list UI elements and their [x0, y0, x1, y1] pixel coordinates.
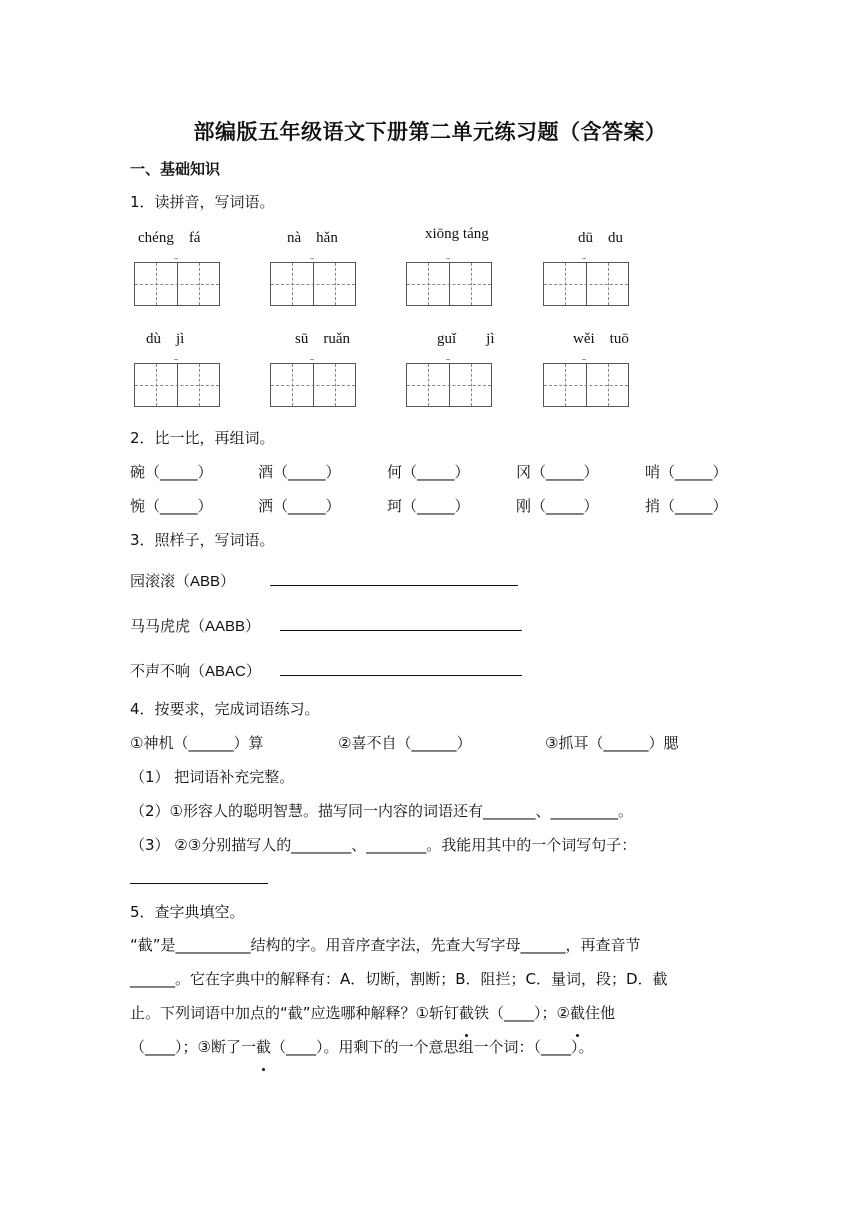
pattern-abac: 不声不响（ABAC） [130, 663, 261, 680]
compare-item: 惋（_____） [130, 497, 213, 515]
pinyin-7: guǐ jì [437, 331, 495, 347]
pinyin-1: chéng fá [138, 230, 201, 246]
emphasis-char: 截 [570, 996, 585, 1030]
answer-line[interactable] [270, 585, 518, 586]
compare-item: 捎（_____） [645, 497, 728, 515]
q4-sub-1: （1） 把词语补充完整。 [130, 768, 295, 786]
pattern-abb: 园滚滚（ABB） [130, 573, 236, 590]
compare-item: 何（_____） [387, 463, 470, 481]
compare-item: 碗（_____） [130, 463, 213, 481]
compare-item: 刚（_____） [516, 497, 599, 515]
question-3-label: 3．照样子，写词语。 [130, 531, 275, 549]
idiom-1: ①神机（______）算 [130, 734, 264, 752]
q4-sub-3: （3） ②③分别描写人的________、________。我能用其中的一个词写句子： [130, 836, 637, 854]
pinyin-6: sū ruǎn [295, 331, 350, 347]
compare-item: 冈（_____） [516, 463, 599, 481]
pinyin-4: dū du [578, 230, 624, 246]
answer-line[interactable] [280, 675, 522, 676]
writing-grid[interactable] [406, 363, 492, 407]
question-2-label: 2．比一比，再组词。 [130, 429, 275, 447]
writing-grid[interactable] [270, 363, 356, 407]
page-title: 部编版五年级语文下册第二单元练习题（含答案） [193, 120, 667, 144]
writing-grid[interactable] [406, 262, 492, 306]
writing-grid[interactable] [543, 363, 629, 407]
writing-grid[interactable] [543, 262, 629, 306]
section-heading-basic: 一、基础知识 [130, 160, 221, 178]
answer-line[interactable] [130, 883, 268, 884]
q4-sub-2: （2）①形容人的聪明智慧。描写同一内容的词语还有_______、_________。 [130, 802, 633, 820]
compare-item: 哨（_____） [645, 463, 728, 481]
idiom-3: ③抓耳（______）腮 [545, 734, 679, 752]
q5-line-4: （____）；③断了一截（____）。用剩下的一个意思组一个词：（____）。 [130, 1030, 730, 1064]
pinyin-3: xiōng táng [425, 226, 489, 242]
q5-line-2: ______。它在字典中的解释有：A．切断，割断；B．阻拦；C．量词，段；D．截 [130, 970, 668, 988]
writing-grid[interactable] [270, 262, 356, 306]
pattern-aabb: 马马虎虎（AABB） [130, 618, 261, 635]
compare-item: 珂（_____） [387, 497, 470, 515]
compare-item: 洒（_____） [258, 497, 341, 515]
pinyin-5: dù jì [146, 331, 185, 347]
emphasis-char: 截 [459, 996, 474, 1030]
idiom-2: ②喜不自（______） [338, 734, 472, 752]
answer-line[interactable] [280, 630, 522, 631]
emphasis-char: 截 [256, 1030, 271, 1064]
q5-line-3: 止。下列词语中加点的“截”应选哪种解释？①斩钉截铁（____）；②截住他 [130, 996, 730, 1030]
question-1-label: 1．读拼音，写词语。 [130, 193, 275, 211]
question-5-body [130, 928, 730, 1064]
compare-item: 酒（_____） [258, 463, 341, 481]
writing-grid[interactable] [134, 262, 220, 306]
question-5-label: 5．查字典填空。 [130, 903, 245, 921]
q5-line-1: “截”是__________结构的字。用音序查字法，先查大写字母______，再查音节 [130, 936, 641, 954]
question-4-label: 4．按要求，完成词语练习。 [130, 700, 320, 718]
pinyin-2: nà hǎn [287, 230, 338, 246]
writing-grid[interactable] [134, 363, 220, 407]
pinyin-8: wěi tuō [573, 331, 629, 347]
